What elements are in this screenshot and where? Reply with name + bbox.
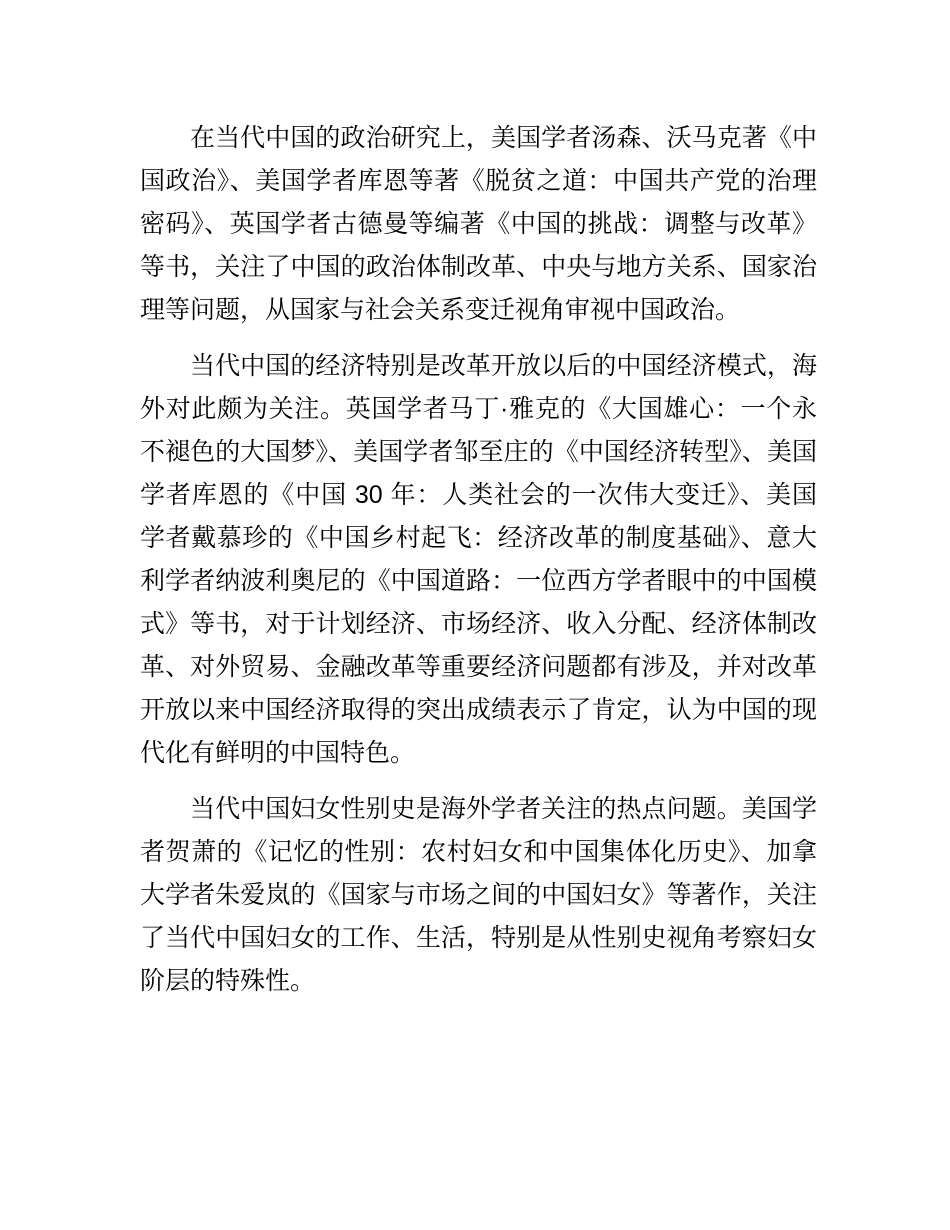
paragraph-economy-research: 当代中国的经济特别是改革开放以后的中国经济模式，海外对此颇为关注。英国学者马丁·雅克的《大国雄心：一个永不褪色的大国梦》、美国学者邹至庄的《中国经济转型》、美国学者库恩的《中国 30 年：人类社会的一次伟大变迁》、美国学者戴慕珍的《中国乡村起飞：经济改革的制度基础》、意大利学者纳波利奥尼的《中国道路：一位西方学者眼中的中国模式》等书，对于计划经济、市场经济、收入分配、经济体制改革、对外贸易、金融改革等重要经济问题都有涉及，并对改革开放以来中国经济取得的突出成绩表示了肯定，认为中国的现代化有鲜明的中国特色。 bbox=[140, 352, 817, 767]
paragraph-women-gender-history: 当代中国妇女性别史是海外学者关注的热点问题。美国学者贺萧的《记忆的性别：农村妇女和中国集体化历史》、加拿大学者朱爱岚的《国家与市场之间的中国妇女》等著作，关注了当代中国妇女的工作、生活，特别是从性别史视角考察妇女阶层的特殊性。 bbox=[140, 795, 817, 995]
paragraph-politics-research: 在当代中国的政治研究上，美国学者汤森、沃马克著《中国政治》、美国学者库恩等著《脱贫之道：中国共产党的治理密码》、英国学者古德曼等编著《中国的挑战：调整与改革》等书，关注了中国的政治体制改革、中央与地方关系、国家治理等问题，从国家与社会关系变迁视角审视中国政治。 bbox=[140, 124, 817, 324]
